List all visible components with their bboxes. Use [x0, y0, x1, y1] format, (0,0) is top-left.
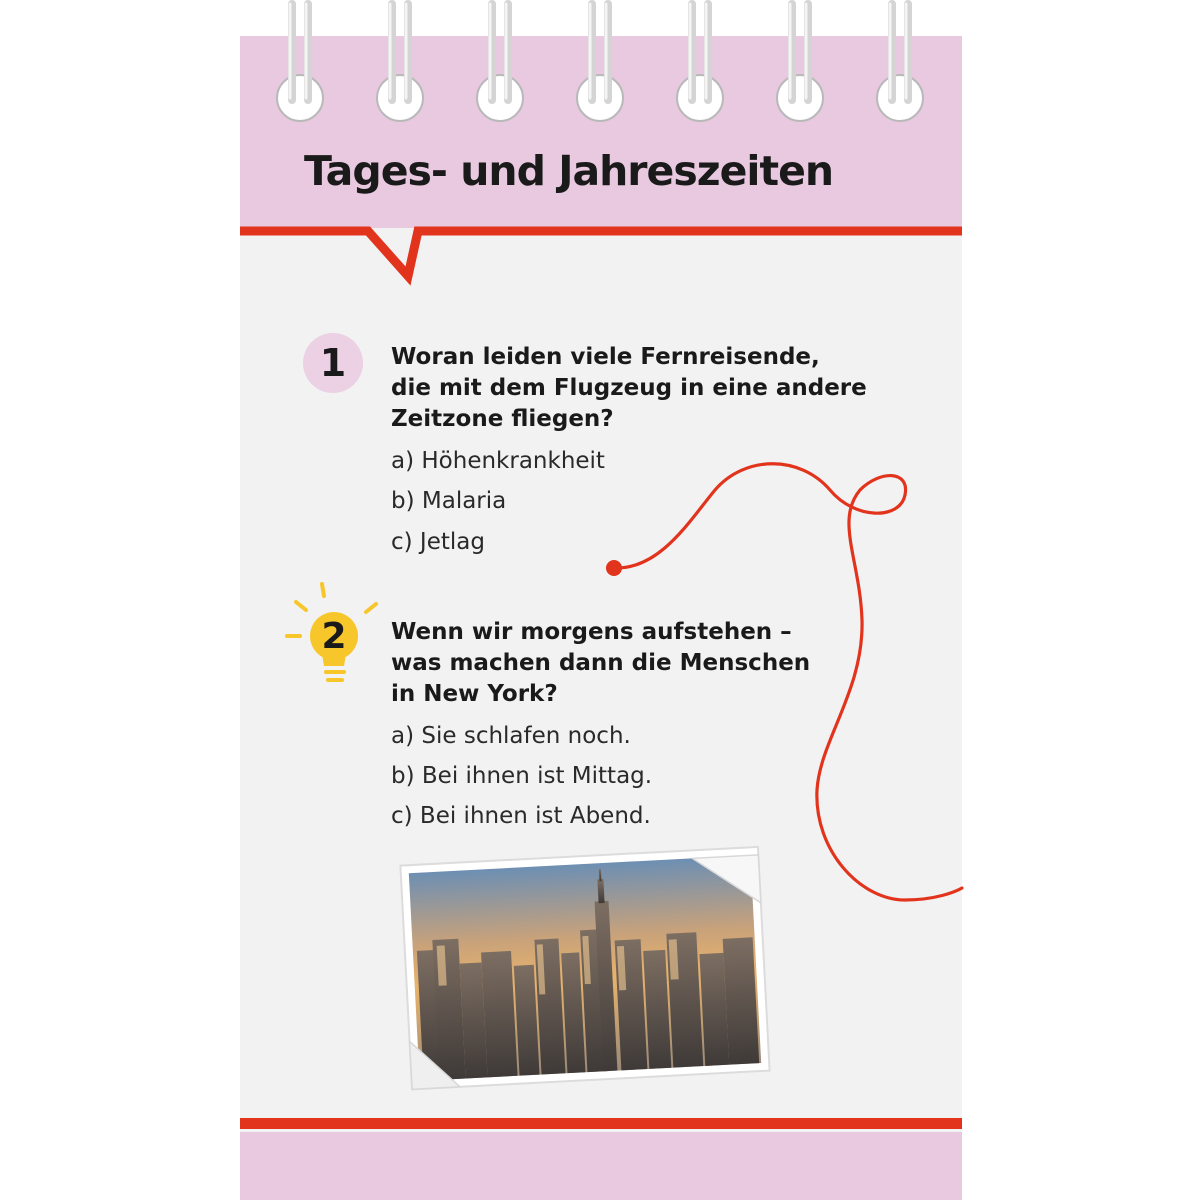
- q2-answer-b: b) Bei ihnen ist Mittag.: [391, 763, 653, 789]
- question-1-line: die mit dem Flugzeug in eine andere: [391, 375, 867, 401]
- question-2-line: in New York?: [391, 681, 558, 707]
- q1-answer-c: c) Jetlag: [391, 529, 485, 555]
- q1-answer-b: b) Malaria: [391, 488, 507, 514]
- page-title: Tages- und Jahreszeiten: [304, 147, 834, 195]
- q2-answer-c: c) Bei ihnen ist Abend.: [391, 803, 651, 829]
- question-1-text: [391, 342, 867, 435]
- new-york-photo: [398, 842, 776, 1094]
- q1-answer-a: a) Höhenkrankheit: [391, 448, 605, 474]
- question-2-text: [391, 617, 810, 710]
- question-1-line: Woran leiden viele Fernreisende,: [391, 344, 820, 370]
- question-number-2: 2: [321, 616, 347, 657]
- question-2-line: Wenn wir morgens aufstehen –: [391, 619, 792, 645]
- spiral-binding-icon: [0, 0, 1200, 140]
- q2-answer-a: a) Sie schlafen noch.: [391, 723, 631, 749]
- question-1-line: Zeitzone fliegen?: [391, 406, 614, 432]
- footer-band: [240, 1132, 962, 1200]
- question-number-1: 1: [303, 333, 363, 393]
- question-2-line: was machen dann die Menschen: [391, 650, 811, 676]
